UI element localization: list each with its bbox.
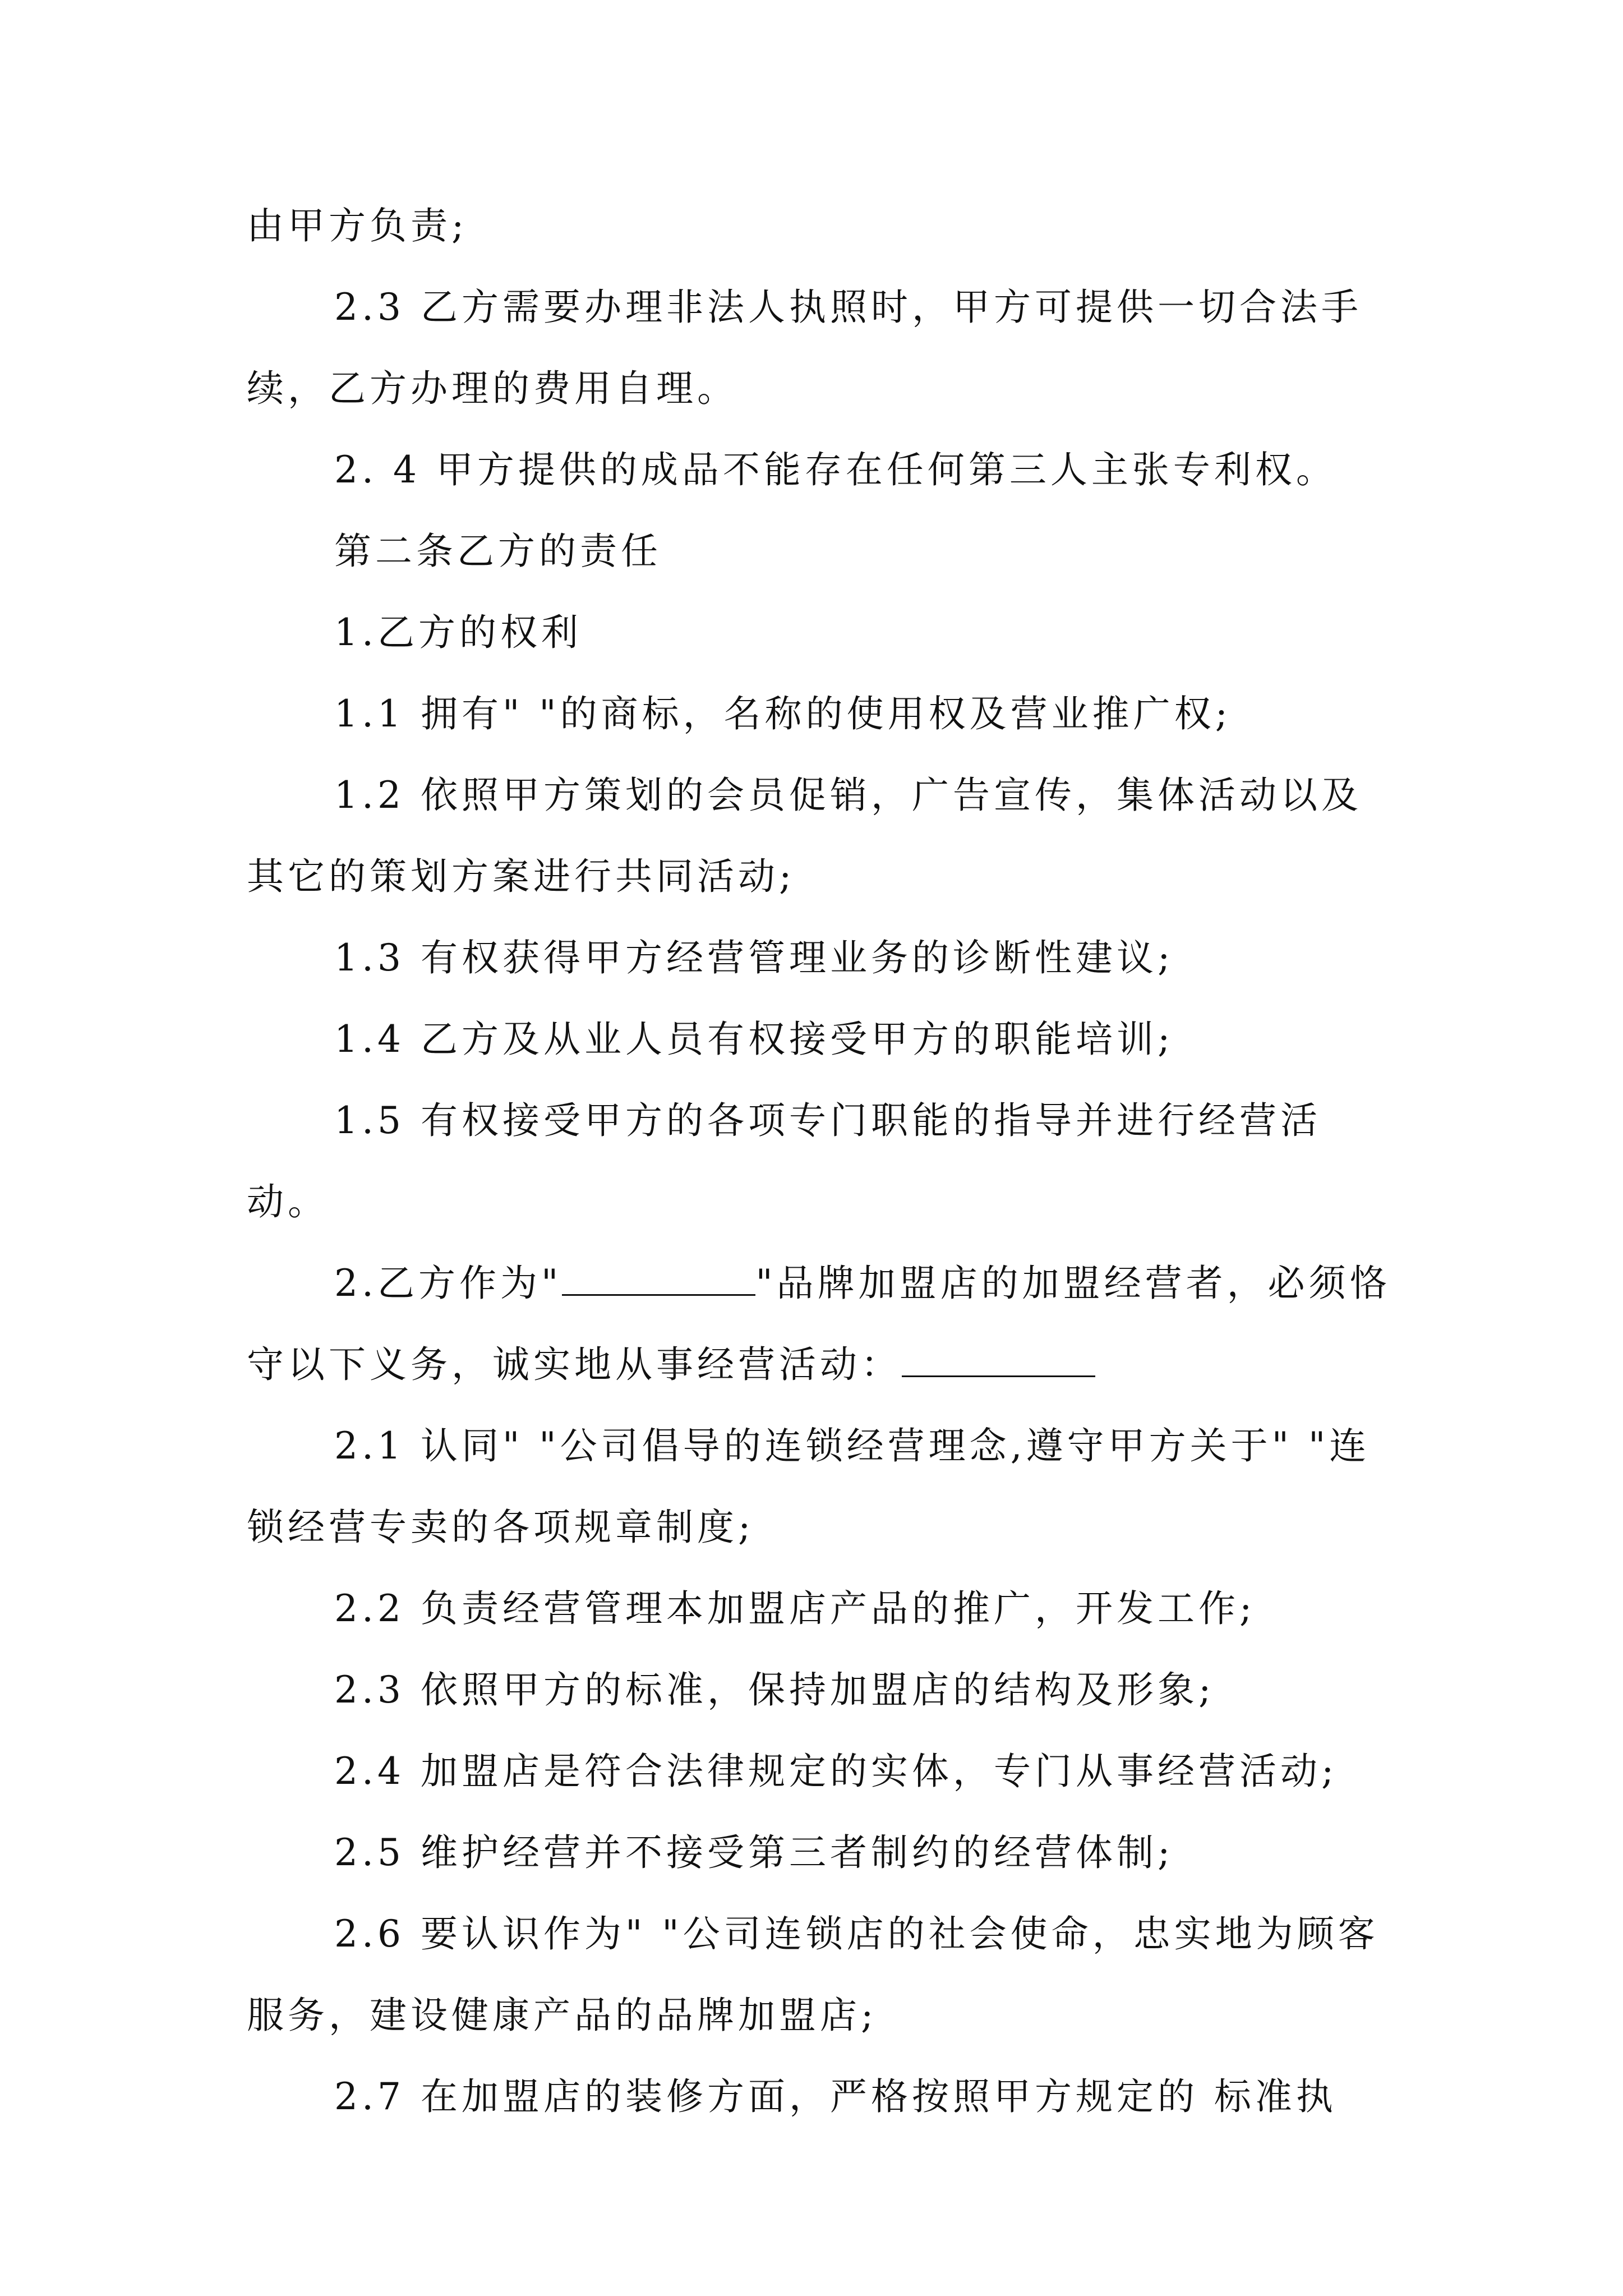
subsection-heading-rights: 1.乙方的权利 (334, 611, 582, 654)
paragraph-1-3: 1.3 有权获得甲方经营管理业务的诊断性建议; (334, 936, 1174, 979)
section-heading-article-2: 第二条乙方的责任 (334, 530, 662, 573)
fill-in-blank-trailing (902, 1345, 1095, 1377)
paragraph-2-1: 2.1 认同" "公司倡导的连锁经营理念,遵守甲方关于" "连锁经营专卖的各项规章制度; (247, 1424, 1371, 1549)
obligations-text-end: "品牌加盟店的加盟经营者，必须恪守以下义务，诚实地从事经营活动： (247, 1262, 1391, 1386)
paragraph-1-1: 1.1 拥有" "的商标，名称的使用权及营业推广权; (334, 692, 1232, 735)
paragraph-1-5: 1.5 有权接受甲方的各项专门职能的指导并进行经营活动。 (247, 1099, 1321, 1223)
paragraph-continuation: 由甲方负责; (247, 204, 468, 247)
paragraph-2-6: 2.6 要认识作为" "公司连锁店的社会使命，忠实地为顾客服务，建设健康产品的品牌加盟店; (247, 1912, 1379, 2037)
paragraph-2-7: 2.7 在加盟店的装修方面，严格按照甲方规定的 标准执 (334, 2075, 1337, 2118)
paragraph-2-3-store: 2.3 依照甲方的标准，保持加盟店的结构及形象; (334, 1668, 1215, 1711)
paragraph-1-4: 1.4 乙方及从业人员有权接受甲方的职能培训; (334, 1018, 1174, 1061)
paragraph-1-2: 1.2 依照甲方策划的会员促销，广告宣传，集体活动以及其它的策划方案进行共同活动; (247, 774, 1362, 898)
document-page (247, 185, 1391, 2137)
paragraph-2-obligations (247, 1243, 1391, 1405)
obligations-text-start: 2.乙方作为" (334, 1262, 562, 1305)
paragraph-2-2: 2.2 负责经营管理本加盟店产品的推广，开发工作; (334, 1587, 1256, 1630)
paragraph-2-4-store: 2.4 加盟店是符合法律规定的实体，专门从事经营活动; (334, 1750, 1338, 1793)
paragraph-2-3: 2.3 乙方需要办理非法人执照时，甲方可提供一切合法手续，乙方办理的费用自理。 (247, 286, 1362, 410)
fill-in-blank-brand (562, 1264, 755, 1296)
paragraph-2-5: 2.5 维护经营并不接受第三者制约的经营体制; (334, 1831, 1174, 1874)
paragraph-2-4: 2. 4 甲方提供的成品不能存在任何第三人主张专利权。 (334, 448, 1337, 491)
